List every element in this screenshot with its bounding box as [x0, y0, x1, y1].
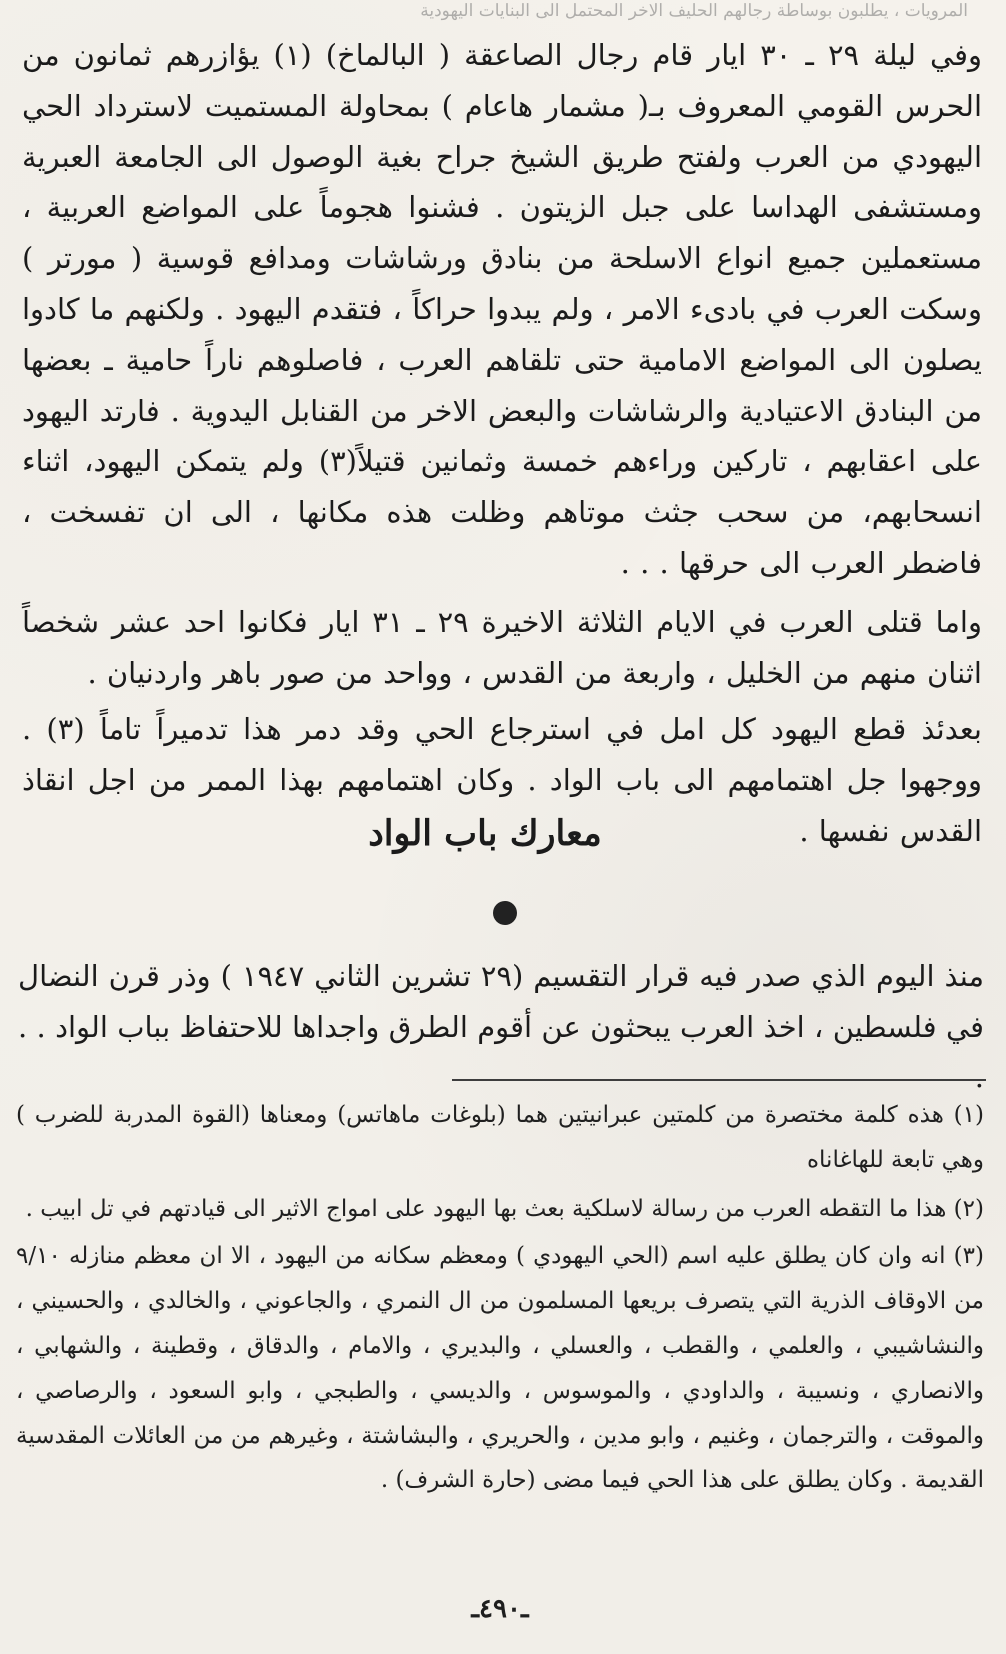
footnote-1: (١) هذه كلمة مختصرة من كلمتين عبرانيتين هما (بلوغات ماهاتس) ومعناها (القوة المدربة للضرب ) وهي تابعة للهاغاناه: [16, 1102, 984, 1173]
main-text-block: [22, 30, 982, 857]
paragraph-3: بعدئذ قطع اليهود كل امل في استرجاع الحي وقد دمر هذا تدميراً تاماً (٣) . ووجهوا جل اهتمامهم الى باب الواد . وكان اهتمامهم بهذا الممر من اجل انقاذ القدس نفسها .: [22, 712, 982, 848]
section-paragraph: منذ اليوم الذي صدر فيه قرار التقسيم (٢٩ تشرين الثاني ١٩٤٧ ) وذر قرن النضال في فلسطين ، اخذ العرب يبحثون عن أقوم الطرق واجداها للاحتفاظ بباب الواد . . .: [18, 959, 984, 1094]
paragraph-1: وفي ليلة ٢٩ ـ ٣٠ ايار قام رجال الصاعقة ( البالماخ) (١) يؤازرهم ثمانون من الحرس القومي المعروف بـ( مشمار هاعام ) بمحاولة المستميت لاسترداد الحي اليهودي من العرب ولفتح طريق الشيخ جراح بغية الوصول الى الجامعة العبرية ومستشفى الهداسا على جبل الزيتون . فشنوا هجوماً على المواضع العربية ، مستعملين جميع انواع الاسلحة من بنادق ورشاشات ومدافع قوسية ( مورتر ) وسكت العرب في بادىء الامر ، ولم يبدوا حراكاً ، فتقدم اليهود . ولكنهم ما كادوا يصلون الى المواضع الامامية حتى تلقاهم العرب ، فاصلوهم ناراً حامية ـ بعضها من البنادق الاعتيادية والرشاشات والبعض الاخر من القنابل اليدوية . فارتد اليهود على اعقابهم ، تاركين وراءهم خمسة وثمانين قتيلاً(٣) ولم يتمكن اليهود، اثناء انسحابهم، من سحب جثث موتاهم وظلت هذه مكانها ، الى ان تفسخت ، فاضطر العرب الى حرقها . . .: [22, 38, 983, 580]
paragraph-2: واما قتلى العرب في الايام الثلاثة الاخيرة ٢٩ ـ ٣١ ايار فكانوا احد عشر شخصاً اثنان منهم من الخليل ، واربعة من القدس ، وواحد من صور باهر واردنيان .: [22, 604, 982, 690]
page-number: ـ٤٩٠ـ: [471, 1594, 529, 1624]
section-divider-dot: [493, 901, 517, 925]
footnote-separator: [452, 1079, 986, 1081]
section-title: معارك باب الواد: [368, 813, 602, 854]
footnote-3: (٣) انه وان كان يطلق عليه اسم (الحي اليهودي ) ومعظم سكانه من اليهود ، الا ان معظم منازله ٩/١٠ من الاوقاف الذرية التي يتصرف بريعها المسلمون من ال النمري ، والجاعوني ، والخالدي ، والحسيني ، والنشاشيبي ، والعلمي ، والقطب ، والعسلي ، والبديري ، والامام ، والدقاق ، وقطينة ، والشهابي ، والانصاري ، ونسيبة ، والداودي ، والموسوس ، والديسي ، والطبجي ، وابو السعود ، والرصاصي ، والموقت ، والترجمان ، وغنيم ، وابو مدين ، والحريري ، والبشاشتة ، وغيرهم من من العائلات المقدسية القديمة . وكان يطلق على هذا الحي فيما مضى (حارة الشرف) .: [16, 1243, 984, 1494]
footnote-2: (٢) هذا ما التقطه العرب من رسالة لاسلكية بعث بها اليهود على امواج الاثير الى قيادتهم في تل ابيب .: [25, 1195, 984, 1222]
footnotes-block: [16, 1093, 984, 1503]
top-text-fragment: المرويات ، يطلبون بوساطة رجالهم الحليف الاخر المحتمل الى البنايات اليهودية: [420, 1, 968, 21]
